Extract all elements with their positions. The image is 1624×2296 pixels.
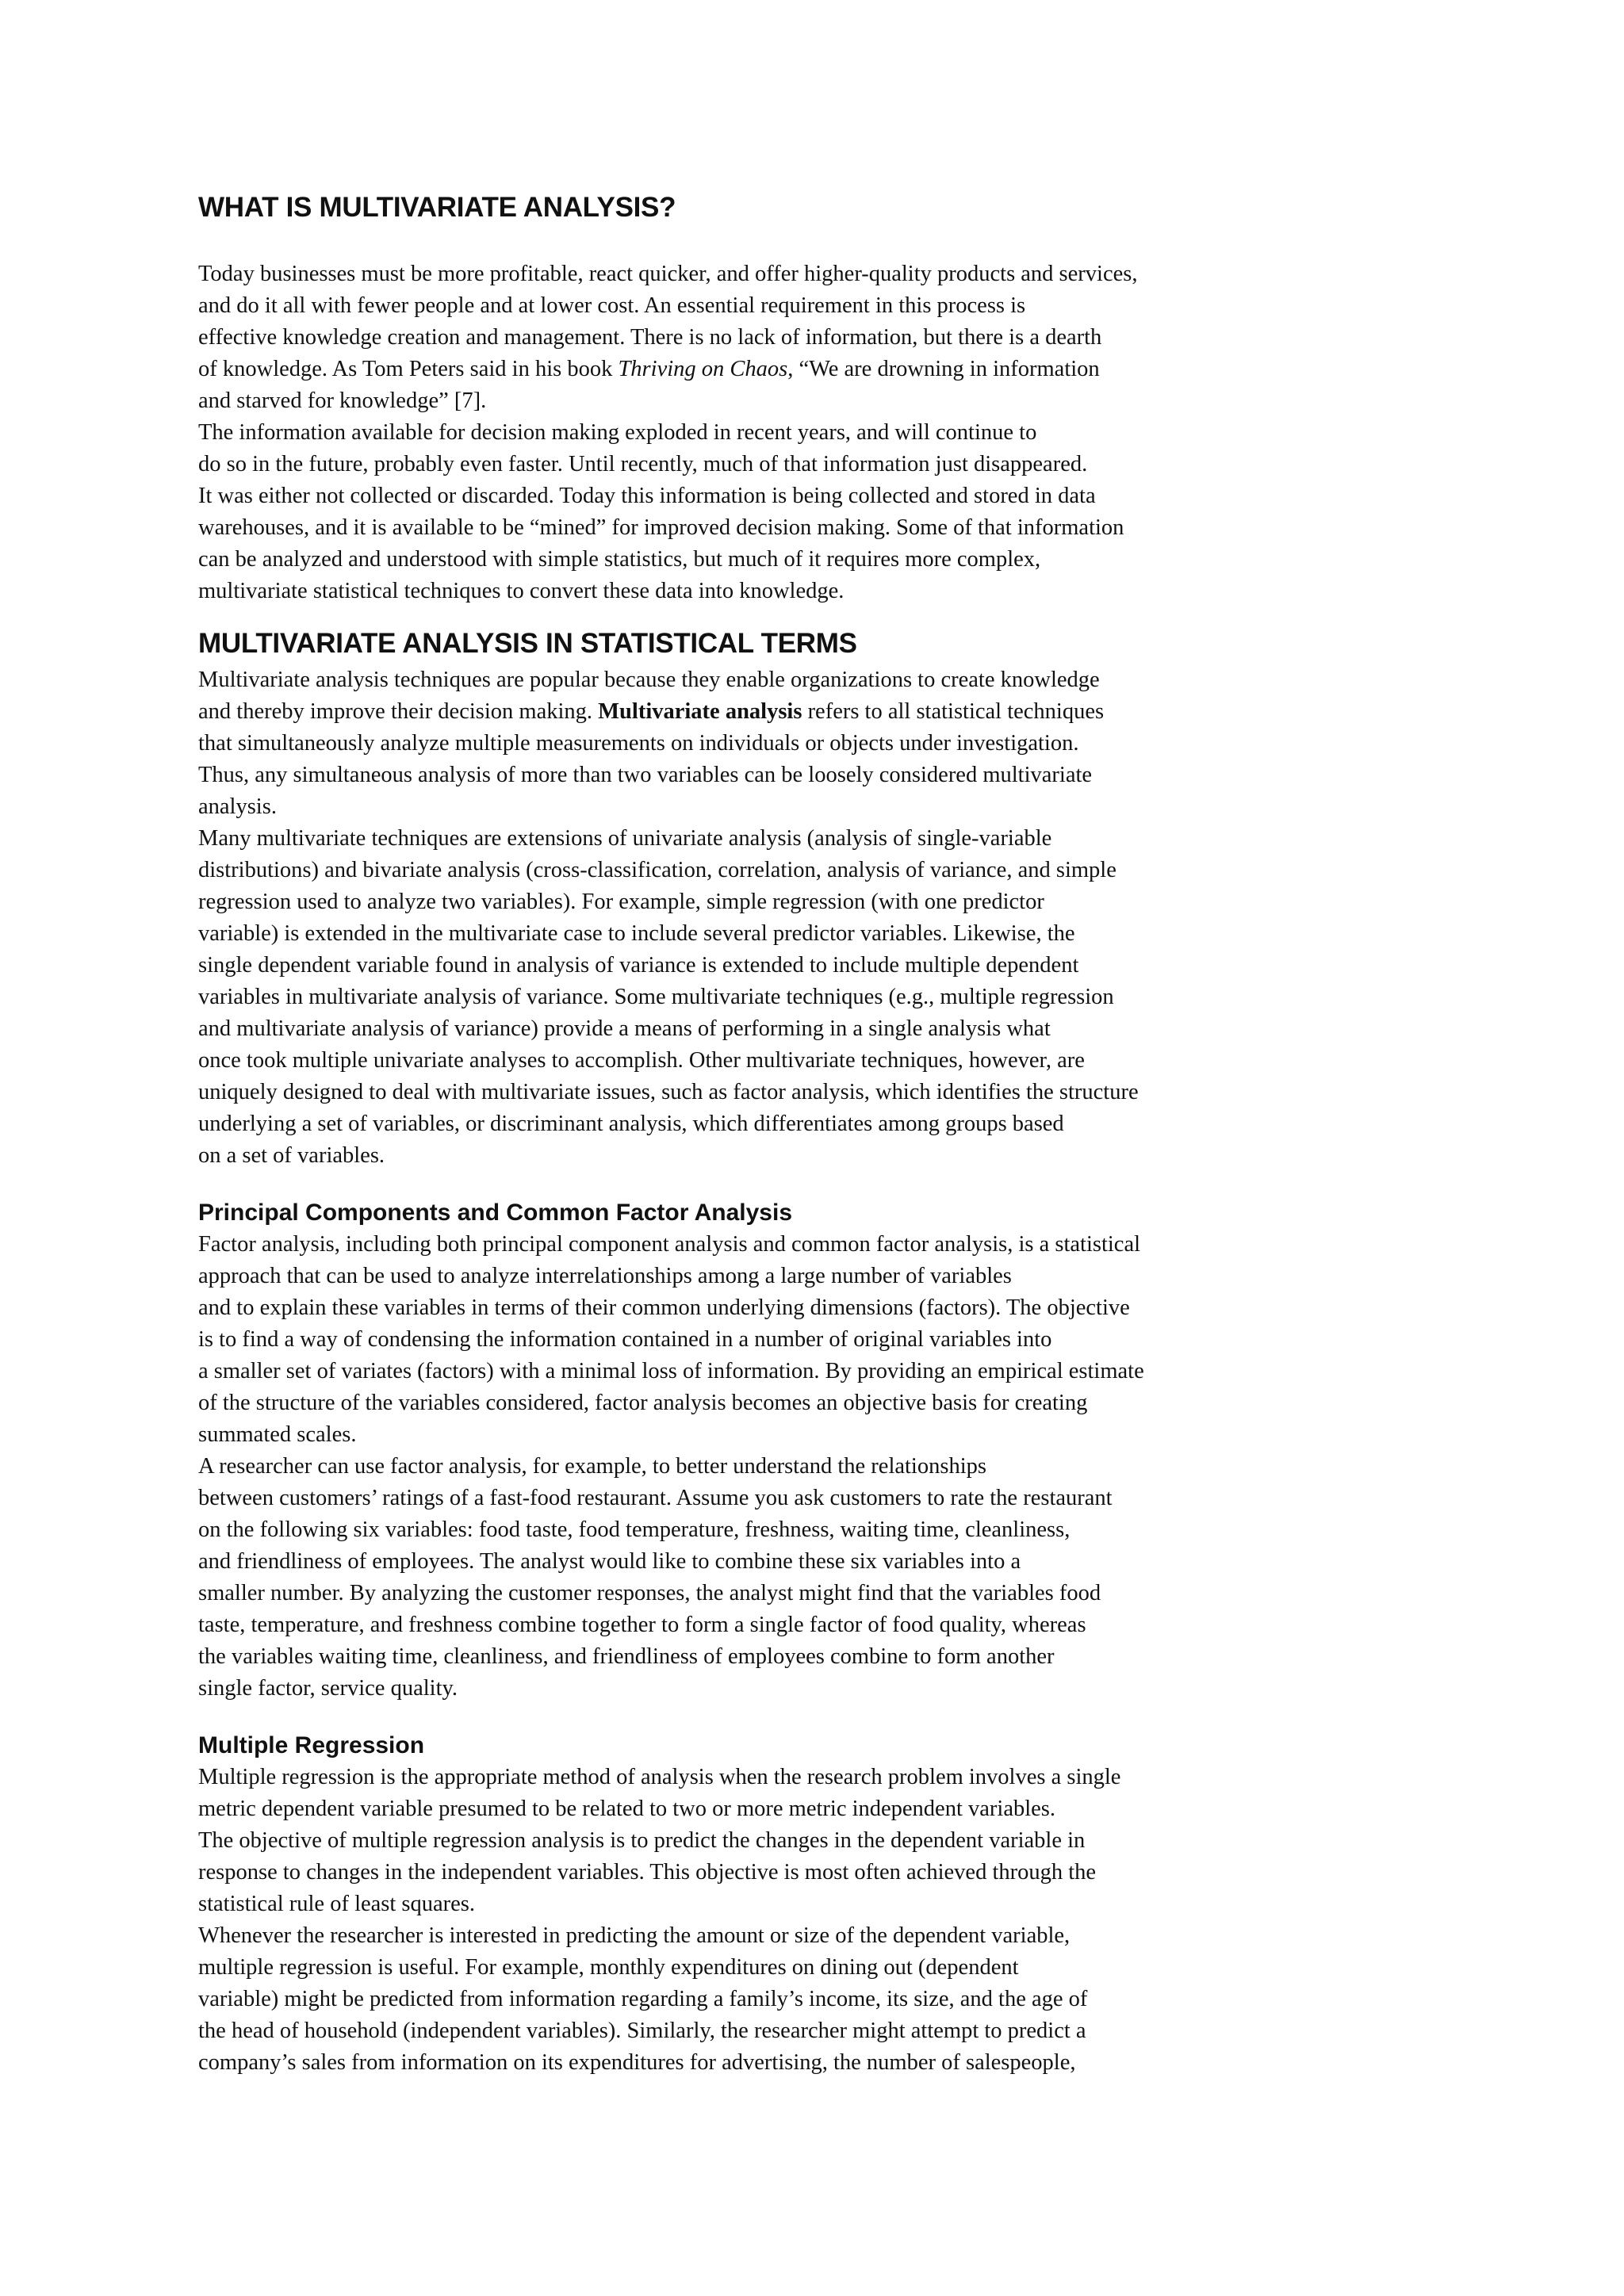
- text-line-with-citation: [198, 354, 1435, 385]
- text-line: and multivariate analysis of variance) provide a means of performing in a single analysis what: [198, 1016, 1051, 1041]
- text-line: on the following six variables: food taste, food temperature, freshness, waiting time, cleanliness,: [198, 1517, 1071, 1542]
- text-line: approach that can be used to analyze interrelationships among a large number of variables: [198, 1264, 1012, 1288]
- text-line: statistical rule of least squares.: [198, 1892, 476, 1916]
- text-line: regression used to analyze two variables). For example, simple regression (with one predictor: [198, 890, 1044, 914]
- statistical-terms-paragraph-2: [198, 823, 1435, 1172]
- text-line: once took multiple univariate analyses to accomplish. Other multivariate techniques, however, are: [198, 1048, 1085, 1073]
- text-line: distributions) and bivariate analysis (cross-classification, correlation, analysis of variance, and simple: [198, 858, 1116, 882]
- text-line: Many multivariate techniques are extensions of univariate analysis (analysis of single-variable: [198, 826, 1052, 851]
- text-line: taste, temperature, and freshness combine together to form a single factor of food quality, whereas: [198, 1613, 1086, 1637]
- text-line: on a set of variables.: [198, 1143, 385, 1168]
- multiple-regression-section: [198, 1762, 1435, 2079]
- text-line: variables in multivariate analysis of variance. Some multivariate techniques (e.g., multiple regression: [198, 985, 1114, 1009]
- text-fragment: of knowledge. As Tom Peters said in his book: [198, 357, 619, 381]
- text-line: warehouses, and it is available to be “mined” for improved decision making. Some of that information: [198, 515, 1124, 540]
- text-line: Factor analysis, including both principal component analysis and common factor analysis, is a statistical: [198, 1232, 1141, 1257]
- statistical-terms-paragraph-1: [198, 664, 1435, 823]
- text-line: the variables waiting time, cleanliness, and friendliness of employees combine to form another: [198, 1644, 1055, 1669]
- text-line: Multiple regression is the appropriate method of analysis when the research problem involves a single: [198, 1765, 1121, 1789]
- text-line: and starved for knowledge” [7].: [198, 388, 487, 413]
- text-line: analysis.: [198, 794, 277, 819]
- book-title: Thriving on Chaos: [618, 357, 788, 381]
- text-line: effective knowledge creation and management. There is no lack of information, but there is a dearth: [198, 325, 1102, 350]
- subsection-heading-factor-analysis: Principal Components and Common Factor Analysis: [198, 1200, 793, 1226]
- subsection-heading-multiple-regression: Multiple Regression: [198, 1732, 425, 1758]
- text-line: a smaller set of variates (factors) with a minimal loss of information. By providing an empirical estimate: [198, 1359, 1144, 1383]
- text-line: Multivariate analysis techniques are popular because they enable organizations to create knowledge: [198, 668, 1100, 692]
- text-line: variable) is extended in the multivariate case to include several predictor variables. Likewise, the: [198, 921, 1075, 946]
- text-line: single factor, service quality.: [198, 1676, 458, 1701]
- text-line: is to find a way of condensing the information contained in a number of original variables into: [198, 1327, 1052, 1352]
- section-heading-statistical-terms: MULTIVARIATE ANALYSIS IN STATISTICAL TERMS: [198, 628, 857, 659]
- text-line: metric dependent variable presumed to be related to two or more metric independent variables.: [198, 1797, 1055, 1821]
- text-line: that simultaneously analyze multiple measurements on individuals or objects under investigation.: [198, 731, 1079, 756]
- text-line: A researcher can use factor analysis, for example, to better understand the relationships: [198, 1454, 986, 1479]
- text-fragment: refers to all statistical techniques: [802, 699, 1105, 724]
- page-title: WHAT IS MULTIVARIATE ANALYSIS?: [198, 192, 676, 223]
- text-line: between customers’ ratings of a fast-food restaurant. Assume you ask customers to rate the restaurant: [198, 1486, 1113, 1510]
- text-line-with-term: [198, 696, 1435, 728]
- intro-paragraph: [198, 258, 1435, 607]
- text-line: variable) might be predicted from information regarding a family’s income, its size, and the age of: [198, 1987, 1088, 2011]
- text-line: multiple regression is useful. For example, monthly expenditures on dining out (dependent: [198, 1955, 1019, 1980]
- document-page: [198, 190, 1435, 2079]
- text-line: uniquely designed to deal with multivariate issues, such as factor analysis, which identifies the structure: [198, 1080, 1139, 1104]
- text-line: smaller number. By analyzing the customer responses, the analyst might find that the variables food: [198, 1581, 1101, 1605]
- text-line: The information available for decision making exploded in recent years, and will continue to: [198, 420, 1037, 445]
- text-line: underlying a set of variables, or discriminant analysis, which differentiates among groups based: [198, 1112, 1064, 1136]
- text-line: The objective of multiple regression analysis is to predict the changes in the dependent variable in: [198, 1828, 1086, 1853]
- text-line: Whenever the researcher is interested in predicting the amount or size of the dependent variable,: [198, 1923, 1071, 1948]
- text-line: the head of household (independent variables). Similarly, the researcher might attempt to predict a: [198, 2019, 1086, 2043]
- text-line: summated scales.: [198, 1422, 357, 1447]
- text-line: of the structure of the variables considered, factor analysis becomes an objective basis for creating: [198, 1391, 1088, 1415]
- text-line: company’s sales from information on its expenditures for advertising, the number of salespeople,: [198, 2050, 1076, 2075]
- text-fragment: and thereby improve their decision making.: [198, 699, 599, 724]
- text-line: multivariate statistical techniques to convert these data into knowledge.: [198, 579, 845, 603]
- text-line: and do it all with fewer people and at lower cost. An essential requirement in this process is: [198, 293, 1026, 318]
- text-line: do so in the future, probably even faster. Until recently, much of that information just disappeared.: [198, 452, 1088, 476]
- text-line: single dependent variable found in analysis of variance is extended to include multiple dependent: [198, 953, 1079, 978]
- text-fragment: , “We are drowning in information: [787, 357, 1100, 381]
- factor-analysis-section: [198, 1229, 1435, 1705]
- text-line: Thus, any simultaneous analysis of more than two variables can be loosely considered multivariate: [198, 763, 1093, 787]
- text-line: response to changes in the independent variables. This objective is most often achieved through the: [198, 1860, 1097, 1885]
- text-line: can be analyzed and understood with simple statistics, but much of it requires more complex,: [198, 547, 1041, 572]
- text-line: and friendliness of employees. The analyst would like to combine these six variables into a: [198, 1549, 1021, 1574]
- defined-term: Multivariate analysis: [598, 699, 802, 724]
- text-line: and to explain these variables in terms of their common underlying dimensions (factors). The objective: [198, 1295, 1130, 1320]
- text-line: It was either not collected or discarded. Today this information is being collected and stored in data: [198, 484, 1096, 508]
- text-line: Today businesses must be more profitable, react quicker, and offer higher-quality products and services,: [198, 262, 1138, 286]
